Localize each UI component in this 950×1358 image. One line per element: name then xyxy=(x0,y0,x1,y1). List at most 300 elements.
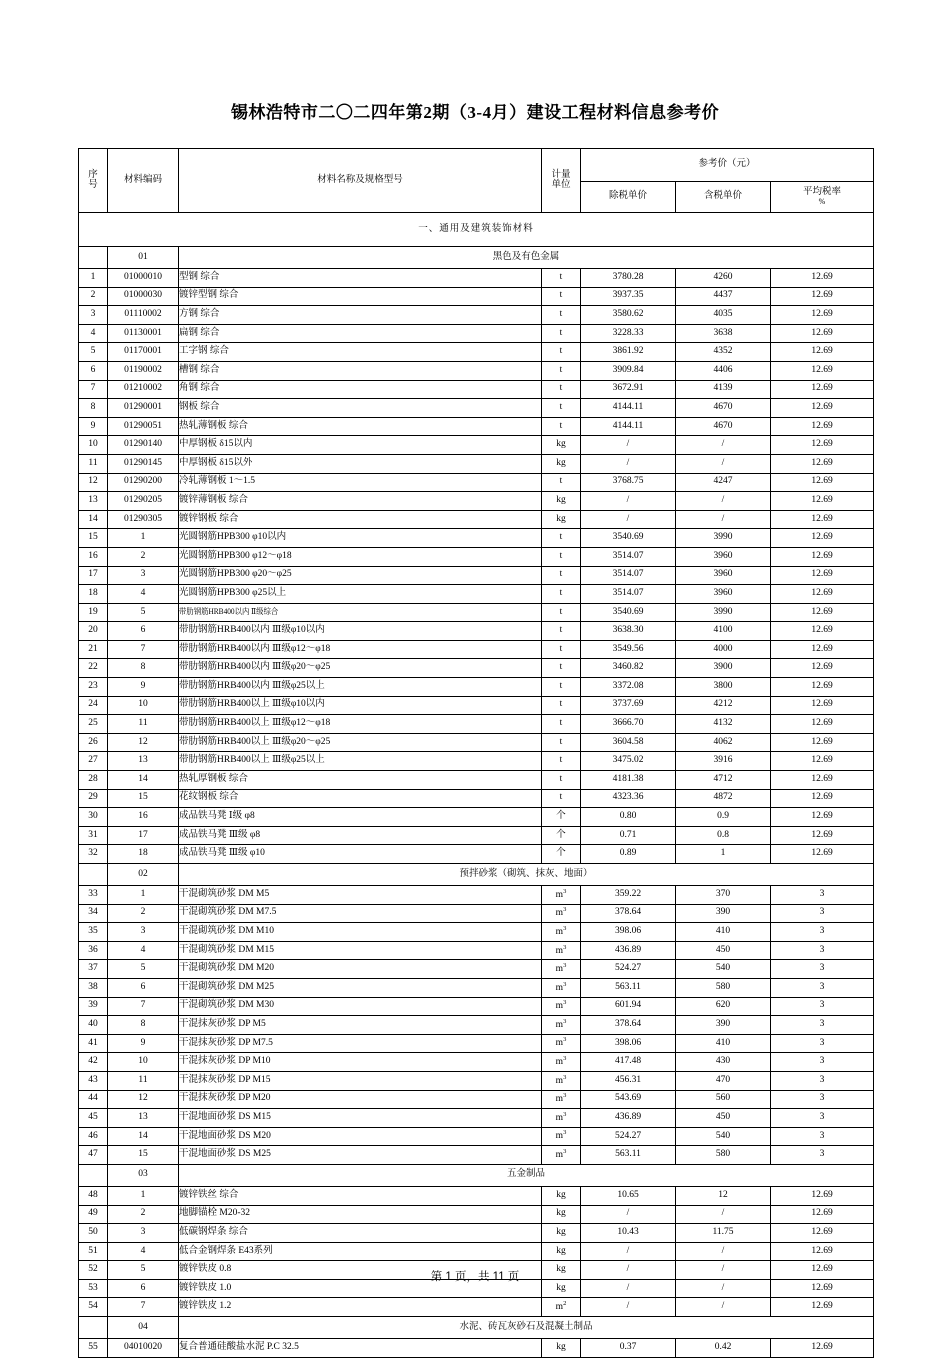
section-sub-row xyxy=(79,1317,874,1339)
row-code: 3 xyxy=(108,566,179,585)
table-row xyxy=(79,1090,874,1109)
row-material-name: 干混砌筑砂浆 DM M15 xyxy=(179,941,542,960)
row-price-in-tax: 4260 xyxy=(676,269,771,288)
row-tax-rate: 12.69 xyxy=(771,454,874,473)
row-price-ex-tax: 3514.07 xyxy=(581,566,676,585)
row-tax-rate: 12.69 xyxy=(771,510,874,529)
row-tax-rate: 3 xyxy=(771,978,874,997)
row-serial: 30 xyxy=(79,808,108,827)
row-material-name: 地脚锚栓 M20-32 xyxy=(179,1205,542,1224)
row-unit: t xyxy=(542,529,581,548)
row-unit: t xyxy=(542,678,581,697)
column-header-name: 材料名称及规格型号 xyxy=(179,149,542,213)
row-price-in-tax: 3916 xyxy=(676,752,771,771)
row-price-ex-tax: 524.27 xyxy=(581,960,676,979)
row-serial: 18 xyxy=(79,585,108,604)
row-unit: t xyxy=(542,752,581,771)
row-unit: t xyxy=(542,380,581,399)
section-sub-code: 02 xyxy=(108,864,179,886)
row-tax-rate: 12.69 xyxy=(771,789,874,808)
row-price-ex-tax: 3540.69 xyxy=(581,603,676,622)
row-code: 1 xyxy=(108,1186,179,1205)
row-material-name: 干混抹灰砂浆 DP M20 xyxy=(179,1090,542,1109)
row-code: 01130001 xyxy=(108,324,179,343)
column-header-price-group: 参考价（元） xyxy=(581,149,874,182)
row-price-in-tax: 4670 xyxy=(676,399,771,418)
row-price-ex-tax: 3475.02 xyxy=(581,752,676,771)
row-code: 04010020 xyxy=(108,1339,179,1358)
row-material-name: 花纹钢板 综合 xyxy=(179,789,542,808)
row-price-in-tax: 620 xyxy=(676,997,771,1016)
row-material-name: 干混地面砂浆 DS M20 xyxy=(179,1127,542,1146)
row-price-ex-tax: 417.48 xyxy=(581,1053,676,1072)
row-price-in-tax: 450 xyxy=(676,1109,771,1128)
column-header-tax-rate xyxy=(771,182,874,213)
table-row xyxy=(79,1186,874,1205)
row-code: 11 xyxy=(108,715,179,734)
row-tax-rate: 12.69 xyxy=(771,547,874,566)
row-price-in-tax: 3990 xyxy=(676,529,771,548)
row-serial: 41 xyxy=(79,1034,108,1053)
table-row xyxy=(79,510,874,529)
row-price-ex-tax: 3580.62 xyxy=(581,306,676,325)
row-material-name: 光圆钢筋HPB300 φ12～φ18 xyxy=(179,547,542,566)
row-unit: kg xyxy=(542,454,581,473)
row-serial: 28 xyxy=(79,771,108,790)
table-row xyxy=(79,380,874,399)
row-serial: 50 xyxy=(79,1224,108,1243)
row-serial: 49 xyxy=(79,1205,108,1224)
row-price-in-tax: 4100 xyxy=(676,622,771,641)
row-material-name: 成品铁马凳 Ⅲ级 φ10 xyxy=(179,845,542,864)
row-code: 14 xyxy=(108,771,179,790)
row-tax-rate: 3 xyxy=(771,1146,874,1165)
table-row xyxy=(79,941,874,960)
row-price-in-tax: / xyxy=(676,1261,771,1280)
row-code: 1 xyxy=(108,529,179,548)
table-row xyxy=(79,622,874,641)
row-price-in-tax: 4035 xyxy=(676,306,771,325)
row-code: 01290305 xyxy=(108,510,179,529)
row-material-name: 干混抹灰砂浆 DP M7.5 xyxy=(179,1034,542,1053)
row-tax-rate: 12.69 xyxy=(771,808,874,827)
row-unit: t xyxy=(542,417,581,436)
row-serial: 33 xyxy=(79,886,108,905)
row-material-name: 光圆钢筋HPB300 φ25以上 xyxy=(179,585,542,604)
table-row xyxy=(79,696,874,715)
row-price-in-tax: 540 xyxy=(676,960,771,979)
row-unit: $m^2$ xyxy=(542,1298,581,1317)
row-serial: 43 xyxy=(79,1071,108,1090)
section-sub-spacer xyxy=(79,864,108,886)
row-price-in-tax: 0.9 xyxy=(676,808,771,827)
row-material-name: 低合金钢焊条 E43系列 xyxy=(179,1242,542,1261)
section-major-label: 一、通用及建筑装饰材料 xyxy=(79,213,874,247)
table-row xyxy=(79,529,874,548)
table-row xyxy=(79,997,874,1016)
row-price-in-tax: / xyxy=(676,436,771,455)
row-tax-rate: 12.69 xyxy=(771,417,874,436)
table-row xyxy=(79,473,874,492)
table-row xyxy=(79,361,874,380)
column-header-serial xyxy=(79,149,108,213)
row-price-ex-tax: 10.43 xyxy=(581,1224,676,1243)
table-row xyxy=(79,789,874,808)
row-material-name: 镀锌薄钢板 综合 xyxy=(179,492,542,511)
row-price-in-tax: / xyxy=(676,1205,771,1224)
row-price-ex-tax: 3604.58 xyxy=(581,733,676,752)
table-row xyxy=(79,585,874,604)
row-code: 17 xyxy=(108,826,179,845)
row-tax-rate: 3 xyxy=(771,1090,874,1109)
row-material-name: 钢板 综合 xyxy=(179,399,542,418)
row-material-name: 热轧薄钢板 综合 xyxy=(179,417,542,436)
row-material-name: 干混地面砂浆 DS M15 xyxy=(179,1109,542,1128)
row-serial: 2 xyxy=(79,287,108,306)
row-serial: 16 xyxy=(79,547,108,566)
row-serial: 46 xyxy=(79,1127,108,1146)
column-header-serial-line2: 号 xyxy=(88,179,98,190)
row-material-name: 光圆钢筋HPB300 φ10以内 xyxy=(179,529,542,548)
row-tax-rate: 12.69 xyxy=(771,566,874,585)
row-price-ex-tax: 3737.69 xyxy=(581,696,676,715)
row-tax-rate: 3 xyxy=(771,1127,874,1146)
column-header-tax-rate-label: 平均税率 xyxy=(803,186,842,197)
row-material-name: 工字钢 综合 xyxy=(179,343,542,362)
row-price-ex-tax: 601.94 xyxy=(581,997,676,1016)
row-serial: 19 xyxy=(79,603,108,622)
row-unit: kg xyxy=(542,1242,581,1261)
table-row xyxy=(79,566,874,585)
section-sub-row xyxy=(79,864,874,886)
row-tax-rate: 12.69 xyxy=(771,343,874,362)
row-code: 01290145 xyxy=(108,454,179,473)
row-tax-rate: 12.69 xyxy=(771,1261,874,1280)
row-serial: 27 xyxy=(79,752,108,771)
table-row xyxy=(79,923,874,942)
row-unit: $m^3$ xyxy=(542,1090,581,1109)
row-serial: 55 xyxy=(79,1339,108,1358)
row-price-in-tax: 3800 xyxy=(676,678,771,697)
row-tax-rate: 12.69 xyxy=(771,603,874,622)
row-material-name: 带肋钢筋HRB400以上 Ⅲ级φ25以上 xyxy=(179,752,542,771)
row-price-in-tax: 0.42 xyxy=(676,1339,771,1358)
row-unit: t xyxy=(542,622,581,641)
row-code: 6 xyxy=(108,622,179,641)
row-tax-rate: 12.69 xyxy=(771,826,874,845)
row-unit: 个 xyxy=(542,845,581,864)
row-tax-rate: 12.69 xyxy=(771,1205,874,1224)
row-material-name: 中厚钢板 δ15以外 xyxy=(179,454,542,473)
row-price-in-tax: / xyxy=(676,454,771,473)
row-material-name: 镀锌铁丝 综合 xyxy=(179,1186,542,1205)
row-code: 11 xyxy=(108,1071,179,1090)
row-serial: 47 xyxy=(79,1146,108,1165)
row-material-name: 镀锌铁皮 1.2 xyxy=(179,1298,542,1317)
row-code: 6 xyxy=(108,978,179,997)
row-serial: 15 xyxy=(79,529,108,548)
row-tax-rate: 12.69 xyxy=(771,733,874,752)
row-serial: 22 xyxy=(79,659,108,678)
row-price-ex-tax: 398.06 xyxy=(581,923,676,942)
table-row xyxy=(79,343,874,362)
row-price-in-tax: 4132 xyxy=(676,715,771,734)
row-material-name: 镀锌型钢 综合 xyxy=(179,287,542,306)
row-code: 10 xyxy=(108,1053,179,1072)
row-code: 14 xyxy=(108,1127,179,1146)
row-material-name xyxy=(179,603,542,622)
table-header xyxy=(79,149,874,213)
row-tax-rate: 12.69 xyxy=(771,659,874,678)
row-serial: 17 xyxy=(79,566,108,585)
row-price-in-tax: / xyxy=(676,1298,771,1317)
row-material-name: 型钢 综合 xyxy=(179,269,542,288)
row-unit: t xyxy=(542,696,581,715)
row-unit: 个 xyxy=(542,808,581,827)
row-serial: 4 xyxy=(79,324,108,343)
row-code: 4 xyxy=(108,941,179,960)
row-tax-rate: 3 xyxy=(771,1034,874,1053)
section-sub-label: 水泥、砖瓦灰砂石及混凝土制品 xyxy=(179,1317,874,1339)
table-row xyxy=(79,287,874,306)
section-sub-row xyxy=(79,247,874,269)
row-serial: 1 xyxy=(79,269,108,288)
row-price-in-tax: 470 xyxy=(676,1071,771,1090)
row-unit: t xyxy=(542,585,581,604)
section-sub-code: 01 xyxy=(108,247,179,269)
row-code: 01170001 xyxy=(108,343,179,362)
row-tax-rate: 12.69 xyxy=(771,269,874,288)
row-price-ex-tax: / xyxy=(581,492,676,511)
row-price-ex-tax: 456.31 xyxy=(581,1071,676,1090)
section-sub-spacer xyxy=(79,1164,108,1186)
row-serial: 12 xyxy=(79,473,108,492)
row-serial: 35 xyxy=(79,923,108,942)
row-material-name: 带肋钢筋HRB400以内 Ⅲ级φ10以内 xyxy=(179,622,542,641)
row-material-name: 干混砌筑砂浆 DM M10 xyxy=(179,923,542,942)
row-price-ex-tax: 10.65 xyxy=(581,1186,676,1205)
row-unit: kg xyxy=(542,1261,581,1280)
row-price-ex-tax: 0.80 xyxy=(581,808,676,827)
row-tax-rate: 12.69 xyxy=(771,1279,874,1298)
table-row xyxy=(79,771,874,790)
row-price-ex-tax: 3514.07 xyxy=(581,585,676,604)
row-price-ex-tax: 436.89 xyxy=(581,1109,676,1128)
row-unit: $m^3$ xyxy=(542,1109,581,1128)
row-unit: t xyxy=(542,659,581,678)
row-price-in-tax: 370 xyxy=(676,886,771,905)
row-unit: t xyxy=(542,771,581,790)
row-code: 5 xyxy=(108,1261,179,1280)
row-code: 01290001 xyxy=(108,399,179,418)
section-sub-label: 五金制品 xyxy=(179,1164,874,1186)
row-code: 9 xyxy=(108,678,179,697)
row-price-in-tax: 11.75 xyxy=(676,1224,771,1243)
row-unit: $m^3$ xyxy=(542,1034,581,1053)
row-code: 01290200 xyxy=(108,473,179,492)
row-unit: t xyxy=(542,566,581,585)
table-row xyxy=(79,1071,874,1090)
row-serial: 10 xyxy=(79,436,108,455)
table-row xyxy=(79,399,874,418)
row-tax-rate: 3 xyxy=(771,1053,874,1072)
row-price-ex-tax: 3460.82 xyxy=(581,659,676,678)
row-tax-rate: 3 xyxy=(771,941,874,960)
row-price-ex-tax: 436.89 xyxy=(581,941,676,960)
row-price-in-tax: 4872 xyxy=(676,789,771,808)
row-unit: t xyxy=(542,715,581,734)
row-code: 2 xyxy=(108,547,179,566)
row-price-ex-tax: 543.69 xyxy=(581,1090,676,1109)
row-material-name: 带肋钢筋HRB400以内 Ⅲ级φ25以上 xyxy=(179,678,542,697)
row-price-in-tax: / xyxy=(676,1242,771,1261)
row-material-name: 带肋钢筋HRB400以内 Ⅲ级φ20～φ25 xyxy=(179,659,542,678)
row-price-ex-tax: 378.64 xyxy=(581,1016,676,1035)
row-code: 7 xyxy=(108,640,179,659)
row-price-in-tax: 3960 xyxy=(676,547,771,566)
row-serial: 25 xyxy=(79,715,108,734)
table-row xyxy=(79,678,874,697)
table-row xyxy=(79,324,874,343)
row-serial: 7 xyxy=(79,380,108,399)
row-price-in-tax: 3960 xyxy=(676,566,771,585)
row-material-name: 中厚钢板 δ15以内 xyxy=(179,436,542,455)
row-unit: $m^3$ xyxy=(542,1071,581,1090)
row-unit: $m^3$ xyxy=(542,960,581,979)
row-price-in-tax: 1 xyxy=(676,845,771,864)
row-price-ex-tax: 359.22 xyxy=(581,886,676,905)
row-material-name: 低碳钢焊条 综合 xyxy=(179,1224,542,1243)
row-price-in-tax: 430 xyxy=(676,1053,771,1072)
row-material-name: 干混抹灰砂浆 DP M15 xyxy=(179,1071,542,1090)
row-price-ex-tax: / xyxy=(581,454,676,473)
row-price-ex-tax: / xyxy=(581,510,676,529)
row-price-ex-tax: 3768.75 xyxy=(581,473,676,492)
row-price-ex-tax: / xyxy=(581,1261,676,1280)
table-row xyxy=(79,1146,874,1165)
row-price-in-tax: 4000 xyxy=(676,640,771,659)
row-price-ex-tax: 3909.84 xyxy=(581,361,676,380)
row-tax-rate: 12.69 xyxy=(771,1186,874,1205)
row-unit: kg xyxy=(542,1205,581,1224)
row-price-in-tax: 4406 xyxy=(676,361,771,380)
row-tax-rate: 12.69 xyxy=(771,1298,874,1317)
table-row xyxy=(79,306,874,325)
column-header-tax-rate-unit: % xyxy=(818,196,826,206)
row-code: 8 xyxy=(108,1016,179,1035)
row-material-name: 干混砌筑砂浆 DM M30 xyxy=(179,997,542,1016)
row-serial: 48 xyxy=(79,1186,108,1205)
row-tax-rate: 12.69 xyxy=(771,306,874,325)
row-price-in-tax: 0.8 xyxy=(676,826,771,845)
material-price-table xyxy=(78,148,874,1358)
row-tax-rate: 12.69 xyxy=(771,529,874,548)
row-material-name: 带肋钢筋HRB400以上 Ⅲ级φ10以内 xyxy=(179,696,542,715)
row-serial: 21 xyxy=(79,640,108,659)
row-serial: 37 xyxy=(79,960,108,979)
row-material-name: 镀锌铁皮 1.0 xyxy=(179,1279,542,1298)
row-code: 01290051 xyxy=(108,417,179,436)
row-tax-rate: 12.69 xyxy=(771,752,874,771)
row-unit: kg xyxy=(542,492,581,511)
row-tax-rate: 12.69 xyxy=(771,473,874,492)
table-row xyxy=(79,1034,874,1053)
row-unit: t xyxy=(542,473,581,492)
table-row xyxy=(79,808,874,827)
table-row xyxy=(79,715,874,734)
row-price-in-tax: 410 xyxy=(676,1034,771,1053)
section-sub-spacer xyxy=(79,1317,108,1339)
section-sub-spacer xyxy=(79,247,108,269)
table-row xyxy=(79,454,874,473)
row-tax-rate: 12.69 xyxy=(771,622,874,641)
row-serial: 24 xyxy=(79,696,108,715)
row-price-in-tax: / xyxy=(676,492,771,511)
row-tax-rate: 12.69 xyxy=(771,585,874,604)
row-price-ex-tax: 3672.91 xyxy=(581,380,676,399)
section-sub-label: 黑色及有色金属 xyxy=(179,247,874,269)
table-row xyxy=(79,960,874,979)
row-serial: 36 xyxy=(79,941,108,960)
row-material-name: 光圆钢筋HPB300 φ20～φ25 xyxy=(179,566,542,585)
section-major-row xyxy=(79,213,874,247)
row-price-ex-tax: 524.27 xyxy=(581,1127,676,1146)
row-material-name: 扁钢 综合 xyxy=(179,324,542,343)
row-code: 12 xyxy=(108,1090,179,1109)
row-price-in-tax: 4437 xyxy=(676,287,771,306)
row-unit: t xyxy=(542,603,581,622)
row-price-in-tax: 3638 xyxy=(676,324,771,343)
table-row xyxy=(79,436,874,455)
column-header-serial-line1: 序 xyxy=(88,169,98,180)
row-code: 8 xyxy=(108,659,179,678)
row-serial: 9 xyxy=(79,417,108,436)
row-price-in-tax: 4247 xyxy=(676,473,771,492)
row-price-ex-tax: / xyxy=(581,1279,676,1298)
row-code: 5 xyxy=(108,960,179,979)
row-tax-rate: 3 xyxy=(771,1109,874,1128)
row-serial: 51 xyxy=(79,1242,108,1261)
row-tax-rate: 12.69 xyxy=(771,324,874,343)
row-serial: 6 xyxy=(79,361,108,380)
row-serial: 8 xyxy=(79,399,108,418)
section-sub-code: 04 xyxy=(108,1317,179,1339)
table-row xyxy=(79,1224,874,1243)
table-row xyxy=(79,603,874,622)
row-price-ex-tax: 3514.07 xyxy=(581,547,676,566)
row-code: 4 xyxy=(108,1242,179,1261)
row-unit: $m^3$ xyxy=(542,923,581,942)
row-serial: 39 xyxy=(79,997,108,1016)
row-serial: 29 xyxy=(79,789,108,808)
row-unit: $m^3$ xyxy=(542,941,581,960)
row-serial: 14 xyxy=(79,510,108,529)
row-price-ex-tax: 563.11 xyxy=(581,978,676,997)
section-sub-label: 预拌砂浆（砌筑、抹灰、地面） xyxy=(179,864,874,886)
row-price-ex-tax: 3638.30 xyxy=(581,622,676,641)
table-row xyxy=(79,1242,874,1261)
row-tax-rate: 3 xyxy=(771,923,874,942)
row-unit: $m^3$ xyxy=(542,997,581,1016)
row-code: 18 xyxy=(108,845,179,864)
row-price-ex-tax: 3666.70 xyxy=(581,715,676,734)
row-material-name: 镀锌钢板 综合 xyxy=(179,510,542,529)
row-tax-rate: 12.69 xyxy=(771,771,874,790)
row-material-name: 角钢 综合 xyxy=(179,380,542,399)
row-code: 3 xyxy=(108,923,179,942)
row-code: 7 xyxy=(108,1298,179,1317)
row-code: 6 xyxy=(108,1279,179,1298)
